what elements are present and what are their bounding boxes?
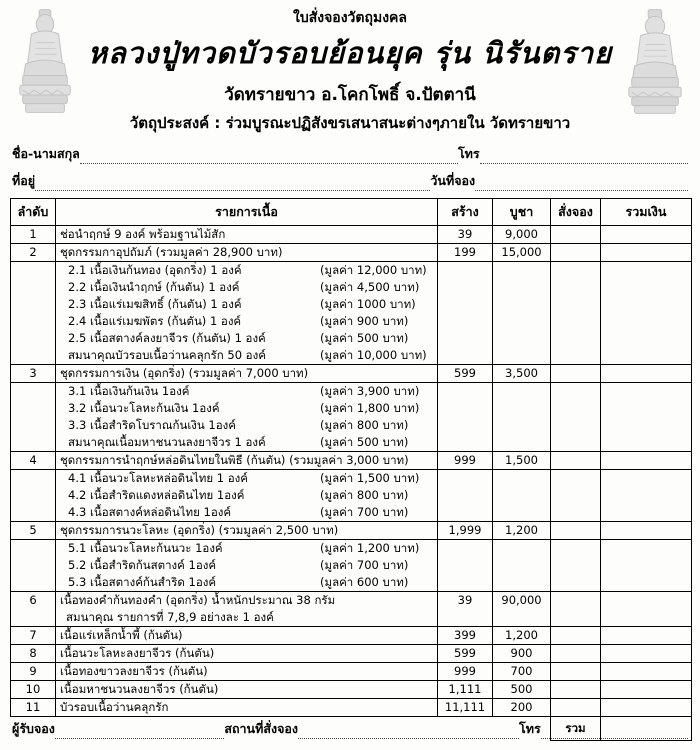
- col-header-price: บูชา: [493, 199, 551, 226]
- receiver-label: ผู้รับจอง: [12, 721, 55, 736]
- row-number-cell: 2: [11, 244, 56, 262]
- row-total-cell: [601, 383, 692, 452]
- made-count-cell: 599: [438, 645, 493, 663]
- table-row: [11, 244, 692, 262]
- price-cell: 15,000: [493, 244, 551, 262]
- order-table: [10, 198, 692, 741]
- sub-items-cell: [56, 262, 438, 365]
- sub-item-name: 5.3 เนื้อสตางค์ก้นสำริด 1องค์: [68, 575, 217, 589]
- order-qty-cell: [551, 522, 601, 540]
- form-header: [0, 0, 700, 135]
- sub-item-line: [56, 504, 437, 521]
- row-number-cell: 1: [11, 226, 56, 244]
- total-label: รวม: [551, 717, 601, 741]
- made-count-cell: 399: [438, 627, 493, 645]
- order-qty-cell: [551, 262, 601, 365]
- sub-item-name: 2.5 เนื้อสตางค์ลงยาจีวร (ก้นตัน) 1 องค์: [68, 331, 266, 345]
- item-name-cell: เนื้อทองขาวลงยาจีวร (ก้นตัน): [56, 663, 438, 681]
- row-total-cell: [601, 592, 692, 627]
- order-table-body: [11, 226, 692, 741]
- order-qty-cell: [551, 244, 601, 262]
- table-row: [11, 645, 692, 663]
- row-number-cell: 4: [11, 452, 56, 470]
- order-qty-cell: [551, 699, 601, 717]
- sub-item-line: [56, 347, 437, 364]
- item-name-cell: บัวรอบเนื้อว่านคลุกรัก: [56, 699, 438, 717]
- sub-item-name: 4.3 เนื้อสตางค์หล่อดินไทย 1องค์: [68, 505, 232, 519]
- sub-item-line: [56, 557, 437, 574]
- table-header-row: [11, 199, 692, 226]
- temple-name: วัดทรายขาว อ.โคกโพธิ์ จ.ปัตตานี: [224, 85, 476, 105]
- booking-place-label: สถานที่สั่งจอง: [224, 721, 299, 736]
- row-total-cell: [601, 226, 692, 244]
- sub-items-row: [11, 262, 692, 365]
- table-row: [11, 699, 692, 717]
- row-total-cell: [601, 627, 692, 645]
- phone-fill-line: [480, 151, 688, 164]
- row-number-cell: [11, 262, 56, 365]
- made-count-cell: 11,111: [438, 699, 493, 717]
- order-qty-cell: [551, 226, 601, 244]
- row-number-cell: 9: [11, 663, 56, 681]
- sub-item-value: (มูลค่า 700 บาท): [320, 505, 409, 519]
- row-total-cell: [601, 645, 692, 663]
- table-row: [11, 663, 692, 681]
- item-name-cell: ชุดกรรมการนวะโลหะ (อุดกริ่ง) (รวมมูลค่า 2,500 บาท): [56, 522, 438, 540]
- sub-item-line: [56, 279, 437, 296]
- made-count-cell: 1,999: [438, 522, 493, 540]
- sub-item-value: (มูลค่า 1,500 บาท): [320, 471, 420, 485]
- item-bonus-note: สมนาคุณ รายการที่ 7,8,9 อย่างละ 1 องค์: [66, 610, 274, 624]
- order-qty-cell: [551, 383, 601, 452]
- table-row: [11, 681, 692, 699]
- sub-item-name: สมนาคุณเนื้อมหาชนวนลงยาจีวร 1 องค์: [68, 435, 266, 449]
- amulet-photo-left: [13, 6, 77, 122]
- price-cell: 90,000: [493, 592, 551, 627]
- col-header-index: ลำดับ: [11, 199, 56, 226]
- item-name-cell: ชุดกรรมการเงิน (อุดกริ่ง) (รวมมูลค่า 7,000 บาท): [56, 365, 438, 383]
- price-cell: 1,200: [493, 522, 551, 540]
- purpose-line: วัตถุประสงค์ : ร่วมบูรณะปฏิสังขรเสนาสนะต่างๆภายใน วัดทรายขาว: [129, 114, 571, 132]
- row-total-cell: [601, 522, 692, 540]
- sub-item-line: [56, 400, 437, 417]
- col-header-order: สั่งจอง: [551, 199, 601, 226]
- sub-item-value: (มูลค่า 500 บาท): [320, 331, 409, 345]
- made-count-cell: [438, 470, 493, 522]
- sub-item-line: [56, 574, 437, 591]
- price-cell: 9,000: [493, 226, 551, 244]
- sub-item-value: (มูลค่า 500 บาท): [320, 435, 409, 449]
- row-number-cell: 10: [11, 681, 56, 699]
- item-name-cell: เนื้อนวะโลหะลงยาจีวร (ก้นตัน): [56, 645, 438, 663]
- order-qty-cell: [551, 365, 601, 383]
- sub-item-line: [56, 487, 437, 504]
- sub-item-line: [56, 313, 437, 330]
- row-number-cell: 11: [11, 699, 56, 717]
- order-qty-cell: [551, 663, 601, 681]
- made-count-cell: 39: [438, 226, 493, 244]
- form-title: ใบสั่งจองวัตถุมงคล: [293, 10, 407, 26]
- table-row: [11, 452, 692, 470]
- price-cell: 700: [493, 663, 551, 681]
- main-title: หลวงปู่ทวดบัวรอบย้อนยุค รุ่น นิรันตราย: [87, 36, 613, 70]
- row-total-cell: [601, 470, 692, 522]
- order-qty-cell: [551, 592, 601, 627]
- sub-item-value: (มูลค่า 1000 บาท): [320, 297, 416, 311]
- order-qty-cell: [551, 470, 601, 522]
- made-count-cell: 599: [438, 365, 493, 383]
- order-qty-cell: [551, 681, 601, 699]
- row-total-cell: [601, 262, 692, 365]
- made-count-cell: [438, 383, 493, 452]
- item-name-cell: ชุดกรรมการนำฤกษ์หล่อดินไทยในพิธี (ก้นตัน) (รวมมูลค่า 3,000 บาท): [56, 452, 438, 470]
- row-total-cell: [601, 663, 692, 681]
- sub-items-row: [11, 383, 692, 452]
- sub-item-value: (มูลค่า 800 บาท): [320, 488, 409, 502]
- name-phone-line: [12, 144, 688, 164]
- order-qty-cell: [551, 540, 601, 592]
- footer-phone-fill-line: [541, 726, 688, 739]
- sub-item-name: 2.4 เนื้อแร่เมฆพัตร (ก้นตัน) 1 องค์: [68, 314, 242, 328]
- made-count-cell: 199: [438, 244, 493, 262]
- amulet-statue-image: [623, 6, 687, 118]
- sub-item-value: (มูลค่า 800 บาท): [320, 418, 409, 432]
- sub-item-name: 3.3 เนื้อสำริดโบราณก้นเงิน 1องค์: [68, 418, 236, 432]
- price-cell: 3,500: [493, 365, 551, 383]
- price-cell: [493, 262, 551, 365]
- item-name-cell: [56, 592, 438, 627]
- order-qty-cell: [551, 627, 601, 645]
- address-label: ที่อยู่: [12, 173, 36, 188]
- sub-items-row: [11, 470, 692, 522]
- address-date-line: [12, 171, 688, 191]
- sub-item-value: (มูลค่า 10,000 บาท): [320, 348, 427, 362]
- sub-item-name: 3.2 เนื้อนวะโลหะก้นเงิน 1องค์: [68, 401, 220, 415]
- sub-item-line: [56, 330, 437, 347]
- made-count-cell: 1,111: [438, 681, 493, 699]
- price-cell: [493, 383, 551, 452]
- sub-item-name: 3.1 เนื้อเงินก้นเงิน 1องค์: [68, 384, 190, 398]
- price-cell: [493, 470, 551, 522]
- sub-item-line: [56, 383, 437, 400]
- customer-fields: [12, 144, 688, 191]
- sub-item-name: สมนาคุณบัวรอบเนื้อว่านคลุกรัก 50 องค์: [68, 348, 266, 362]
- item-name-cell: ชุดกรรมกาอุปถัมภ์ (รวมมูลค่า 28,900 บาท): [56, 244, 438, 262]
- row-number-cell: 8: [11, 645, 56, 663]
- sub-item-value: (มูลค่า 900 บาท): [320, 314, 409, 328]
- made-count-cell: 999: [438, 452, 493, 470]
- sub-item-line: [56, 540, 437, 557]
- name-label: ชื่อ-นามสกุล: [12, 146, 80, 161]
- sub-item-line: [56, 434, 437, 451]
- booking-place-fill-line: [298, 726, 519, 739]
- sub-item-value: (มูลค่า 1,200 บาท): [320, 541, 420, 555]
- sub-item-value: (มูลค่า 700 บาท): [320, 558, 409, 572]
- sub-item-name: 4.1 เนื้อนวะโลหะหล่อดินไทย 1 องค์: [68, 471, 248, 485]
- sub-item-value: (มูลค่า 600 บาท): [320, 575, 409, 589]
- made-count-cell: 39: [438, 592, 493, 627]
- form-footer: [12, 719, 688, 739]
- sub-item-value: (มูลค่า 4,500 บาท): [320, 280, 420, 294]
- sub-item-name: 5.2 เนื้อสำริดก้นสตางค์ 1องค์: [68, 558, 217, 572]
- item-name: เนื้อทองคำก้นทองคำ (อุดกริ่ง) น้ำหนักประมาณ 38 กรัม: [60, 593, 336, 607]
- col-header-made: สร้าง: [438, 199, 493, 226]
- address-fill-line: [35, 178, 430, 191]
- amulet-photo-right: [623, 6, 687, 122]
- item-name-cell: เนื้อแร่เหล็กน้ำพี้ (ก้นตัน): [56, 627, 438, 645]
- row-number-cell: 3: [11, 365, 56, 383]
- table-row: [11, 592, 692, 627]
- footer-phone-label: โทร: [519, 721, 541, 736]
- row-number-cell: 7: [11, 627, 56, 645]
- col-header-total: รวมเงิน: [601, 199, 692, 226]
- sub-items-cell: [56, 470, 438, 522]
- phone-label: โทร: [457, 146, 480, 161]
- row-total-cell: [601, 699, 692, 717]
- sub-item-name: 2.2 เนื้อเงินนำฤกษ์ (ก้นตัน) 1 องค์: [68, 280, 240, 294]
- row-number-cell: [11, 470, 56, 522]
- sub-item-line: [56, 296, 437, 313]
- made-count-cell: [438, 262, 493, 365]
- row-number-cell: [11, 540, 56, 592]
- row-number-cell: 6: [11, 592, 56, 627]
- sub-item-value: (มูลค่า 1,800 บาท): [320, 401, 420, 415]
- name-fill-line: [80, 151, 458, 164]
- row-total-cell: [601, 244, 692, 262]
- price-cell: 500: [493, 681, 551, 699]
- price-cell: [493, 540, 551, 592]
- made-count-cell: 999: [438, 663, 493, 681]
- table-row: [11, 226, 692, 244]
- row-number-cell: [11, 383, 56, 452]
- sub-item-value: (มูลค่า 3,900 บาท): [320, 384, 420, 398]
- sub-items-cell: [56, 540, 438, 592]
- row-total-cell: [601, 681, 692, 699]
- price-cell: 900: [493, 645, 551, 663]
- sub-item-name: 2.1 เนื้อเงินก้นทอง (อุดกริ่ง) 1 องค์: [68, 263, 242, 277]
- sub-item-name: 4.2 เนื้อสำริดแดงหล่อดินไทย 1องค์: [68, 488, 245, 502]
- row-total-cell: [601, 540, 692, 592]
- item-name-cell: เนื้อมหาชนวนลงยาจีวร (ก้นตัน): [56, 681, 438, 699]
- table-row: [11, 522, 692, 540]
- sub-item-line: [56, 262, 437, 279]
- row-number-cell: 5: [11, 522, 56, 540]
- table-row: [11, 627, 692, 645]
- price-cell: 1,500: [493, 452, 551, 470]
- col-header-item: รายการเนื้อ: [56, 199, 438, 226]
- sub-item-value: (มูลค่า 12,000 บาท): [320, 263, 427, 277]
- sub-items-row: [11, 540, 692, 592]
- price-cell: 200: [493, 699, 551, 717]
- order-qty-cell: [551, 645, 601, 663]
- sub-item-name: 5.1 เนื้อนวะโลหะก้นนวะ 1องค์: [68, 541, 223, 555]
- receiver-fill-line: [55, 726, 224, 739]
- row-total-cell: [601, 365, 692, 383]
- amulet-statue-image: [13, 6, 77, 118]
- item-name-cell: ช่อนำฤกษ์ 9 องค์ พร้อมฐานไม้สัก: [56, 226, 438, 244]
- price-cell: 1,200: [493, 627, 551, 645]
- sub-items-cell: [56, 383, 438, 452]
- booking-date-label: วันที่จอง: [430, 173, 476, 188]
- order-qty-cell: [551, 452, 601, 470]
- table-row: [11, 365, 692, 383]
- sub-item-line: [56, 470, 437, 487]
- row-total-cell: [601, 452, 692, 470]
- sub-item-line: [56, 417, 437, 434]
- made-count-cell: [438, 540, 493, 592]
- booking-date-fill-line: [475, 178, 688, 191]
- sub-item-name: 2.3 เนื้อแร่เมฆสิทธิ์ (ก้นตัน) 1 องค์: [68, 297, 242, 311]
